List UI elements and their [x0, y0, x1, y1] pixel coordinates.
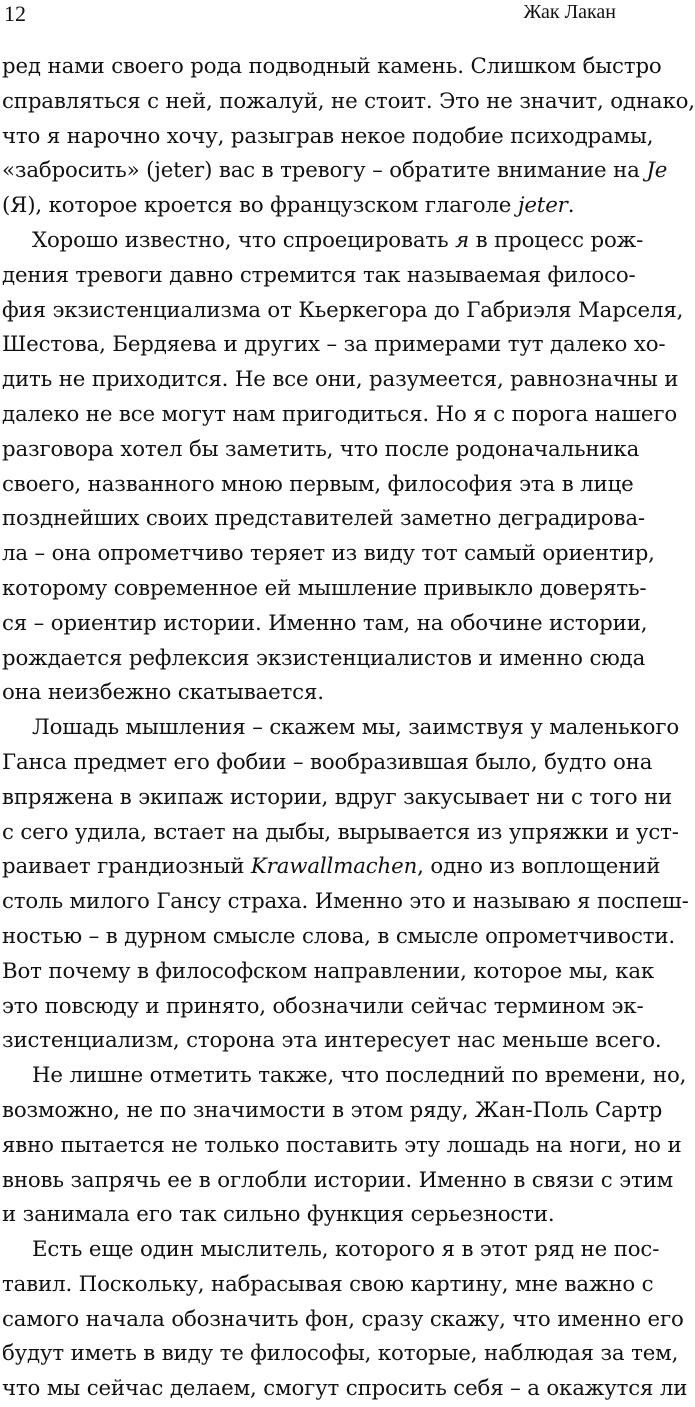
text-line	[0, 50, 662, 85]
text-line	[0, 781, 673, 816]
line-text: ла – она опрометчиво теряет из виду тот самый ориентир,	[2, 541, 655, 567]
line-text: разговора хотел бы заметить, что после родоначальника	[2, 436, 640, 462]
text-line	[0, 224, 644, 259]
page-number: 12	[4, 1, 26, 26]
text-line	[0, 955, 655, 990]
text-line	[0, 85, 695, 120]
text-line	[0, 1337, 679, 1372]
text-line	[0, 502, 645, 537]
line-text: вновь запрячь ее в оглобли истории. Именно в связи с этим	[2, 1167, 674, 1193]
line-text: Есть еще один мыслитель, которого я в этот ряд не пос-	[32, 1237, 660, 1263]
text-line	[0, 537, 655, 572]
line-text: Вот почему в философском направлении, которое мы, как	[2, 958, 655, 984]
text-line	[0, 1372, 688, 1407]
line-text: ностью – в дурном смысле слова, в смысле опрометчивости.	[2, 923, 676, 949]
line-text: ред нами своего рода подводный камень. Слишком быстро	[2, 54, 662, 79]
text-line	[0, 1268, 654, 1303]
line-text: возможно, не по значимости в этом ряду, Жан-Поль Сартр	[2, 1097, 663, 1123]
text-line	[0, 746, 653, 781]
text-line	[0, 1129, 682, 1164]
line-text: что мы сейчас делаем, смогут спросить себя – а окажутся ли	[2, 1376, 688, 1402]
text-line	[0, 1024, 662, 1059]
line-text: Не лишне отметить также, что последний по времени, но,	[32, 1063, 687, 1089]
text-line	[0, 468, 634, 503]
text-line	[0, 1233, 660, 1268]
text-line	[0, 328, 666, 363]
text-line	[0, 1164, 674, 1199]
line-text: которому современное ей мышление привыкло доверять-	[2, 575, 647, 601]
line-text: столь милого Гансу страха. Именно это и называю я поспеш-	[2, 889, 689, 915]
text-line	[0, 850, 661, 885]
line-text: впряжена в экипаж истории, вдруг закусывает ни с того ни	[2, 784, 673, 810]
line-text: Лошадь мышления – скажем мы, заимствуя у маленького	[32, 715, 680, 741]
line-text: Шестова, Бердяева и других – за примерами тут далеко хо-	[2, 332, 666, 358]
text-line	[0, 294, 684, 329]
line-text: и занимала его так сильно функция серьезности.	[2, 1202, 555, 1228]
line-text: что я нарочно хочу, разыграв некое подобие психодрамы,	[2, 123, 654, 149]
text-line	[0, 990, 644, 1025]
line-text: рождается рефлексия экзистенциалистов и именно сюда	[2, 645, 646, 671]
line-text: далеко не все могут нам пригодиться. Но я с порога нашего	[2, 401, 678, 427]
line-text: тавил. Поскольку, набрасывая свою картину, мне важно с	[2, 1271, 654, 1297]
line-text-tail: в процесс рож-	[469, 227, 644, 253]
text-line	[0, 642, 646, 677]
text-line	[0, 398, 678, 433]
text-line	[0, 1059, 687, 1094]
text-line	[0, 433, 640, 468]
line-text: будут иметь в виду те философы, которые, наблюдая за тем,	[2, 1341, 679, 1367]
line-text: (Я), которое кроется во французском глаголе	[2, 193, 518, 219]
line-text: явно пытается не только поставить эту лошадь на ноги, но и	[2, 1132, 682, 1158]
line-text-tail: .	[567, 193, 575, 219]
text-line	[0, 1094, 663, 1129]
body-text	[0, 50, 695, 1407]
italic-term: Krawallmachen	[250, 854, 418, 880]
text-line	[0, 711, 680, 746]
text-line	[0, 885, 689, 920]
text-line	[0, 920, 676, 955]
text-line	[0, 607, 648, 642]
italic-term: я	[455, 227, 470, 253]
line-text: фия экзистенциализма от Кьеркегора до Габриэля Марселя,	[2, 297, 684, 323]
text-line	[0, 154, 668, 189]
line-text: с сего удила, встает на дыбы, вырывается из упряжки и уст-	[2, 819, 679, 845]
text-line	[0, 259, 636, 294]
line-text: справляться с ней, пожалуй, не стоит. Это не значит, однако,	[2, 88, 695, 114]
line-text: зистенциализм, сторона эта интересует нас меньше всего.	[2, 1028, 662, 1054]
text-line	[0, 1303, 684, 1338]
text-line	[0, 120, 654, 155]
text-line	[0, 816, 679, 851]
line-text: самого начала обозначить фон, сразу скажу, что именно его	[2, 1306, 684, 1332]
line-text-tail: , одно из воплощений	[417, 854, 661, 880]
text-line	[0, 572, 647, 607]
line-text: ся – ориентир истории. Именно там, на обочине истории,	[2, 610, 648, 636]
line-text: «забросить» (jeter) вас в тревогу – обратите внимание на	[2, 158, 647, 184]
line-text: это повсюду и принято, обозначили сейчас термином эк-	[2, 993, 644, 1019]
text-line	[0, 189, 620, 224]
text-line	[0, 1198, 620, 1233]
line-text: Хорошо известно, что спроецировать	[32, 227, 456, 253]
italic-term: jeter	[517, 193, 568, 219]
line-text: она неизбежно скатывается.	[2, 680, 324, 706]
italic-term: Je	[646, 158, 668, 184]
text-line	[0, 363, 679, 398]
line-text: раивает грандиозный	[2, 854, 251, 880]
line-text: своего, названного мною первым, философия эта в лице	[2, 471, 634, 497]
running-head: Жак Лакан	[523, 1, 616, 23]
line-text: позднейших своих представителей заметно деградирова-	[2, 506, 645, 532]
page-header	[0, 0, 620, 30]
line-text: дить не приходится. Не все они, разумеется, равнозначны и	[2, 367, 679, 393]
line-text: Ганса предмет его фобии – вообразившая было, будто она	[2, 749, 653, 775]
text-line	[0, 676, 620, 711]
line-text: дения тревоги давно стремится так называемая филосо-	[2, 262, 636, 288]
